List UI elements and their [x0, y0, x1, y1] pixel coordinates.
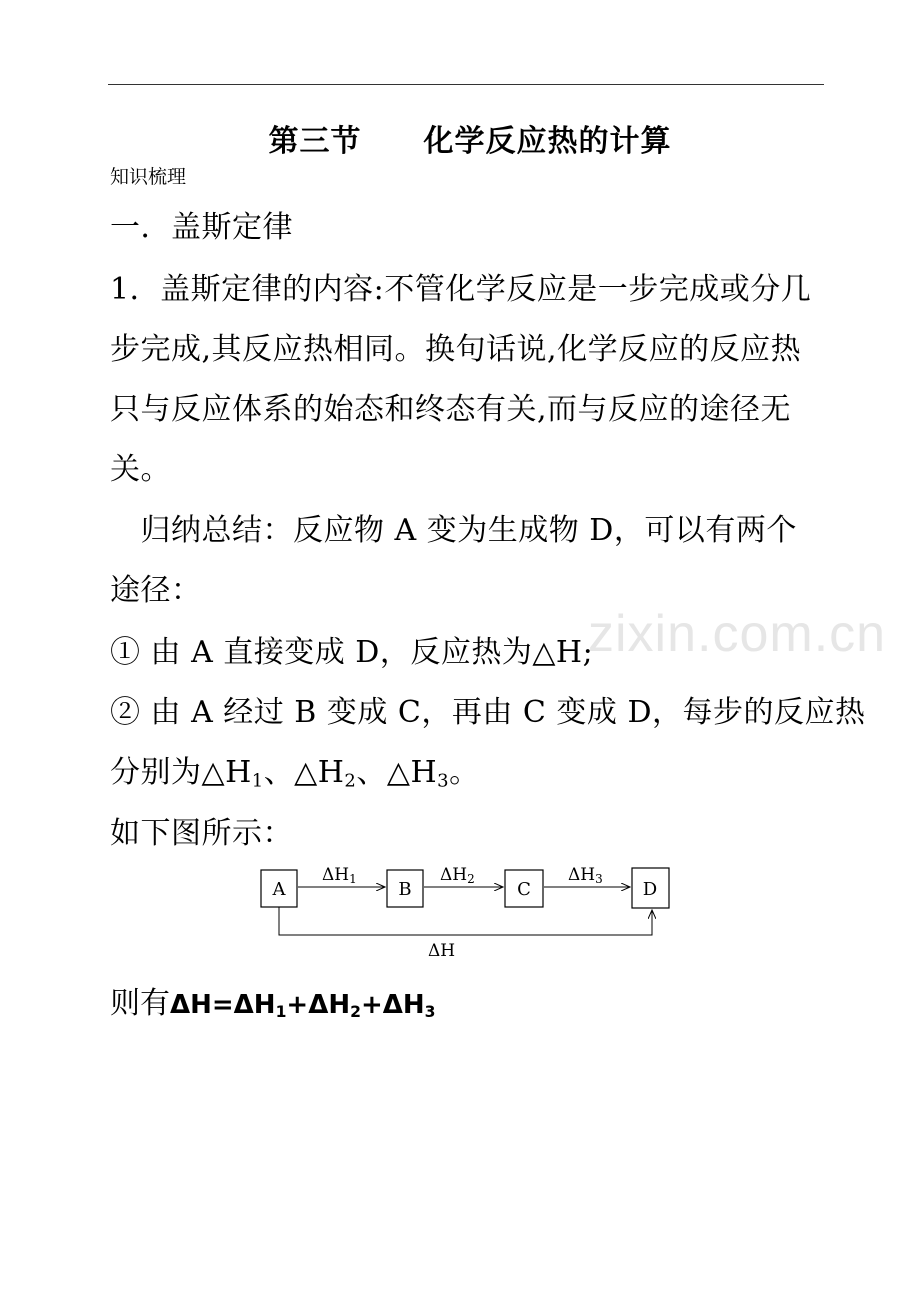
top-rule [108, 84, 824, 85]
hess-law-diagram [250, 850, 680, 966]
watermark: zixin.com.cn [588, 605, 887, 663]
definition-line: 关。 [110, 452, 171, 487]
direct-path-label: ΔH [428, 941, 456, 961]
summary-line: 归纳总结：反应物 A 变为生成物 D，可以有两个 [110, 513, 797, 548]
edge-label-2: ΔH2 [440, 865, 475, 886]
path-one: ① 由 A 直接变成 D，反应热为△H; [110, 635, 594, 670]
summary-line: 途径： [110, 573, 202, 608]
path-two: ② 由 A 经过 B 变成 C，再由 C 变成 D，每步的反应热 [110, 695, 866, 730]
section-heading: 一．盖斯定律 [110, 210, 293, 245]
path-two-continued: 分别为$\triangle H_1$、$\triangle H_2$、$\triangle H_3$。 [110, 755, 480, 792]
direct-path-arrow [279, 907, 652, 935]
figure-intro: 如下图所示： [110, 816, 293, 851]
edge-label-1: ΔH1 [322, 865, 357, 886]
subtitle: 知识梳理 [110, 166, 187, 188]
definition-line: 1．盖斯定律的内容:不管化学反应是一步完成或分几 [110, 272, 812, 307]
result-equation: 则有$\Delta H=\Delta H_1+\Delta H_2+\Delta H_3$ [110, 986, 436, 1021]
page-title: 第三节 化学反应热的计算 [268, 124, 672, 159]
definition-line: 只与反应体系的始态和终态有关,而与反应的途径无 [110, 392, 792, 427]
node-d: D [642, 879, 658, 900]
definition-line: 步完成,其反应热相同。换句话说,化学反应的反应热 [110, 332, 802, 367]
edge-label-3: ΔH3 [568, 865, 603, 886]
node-c: C [517, 879, 531, 900]
node-b: B [398, 879, 412, 900]
node-a: A [272, 879, 286, 900]
